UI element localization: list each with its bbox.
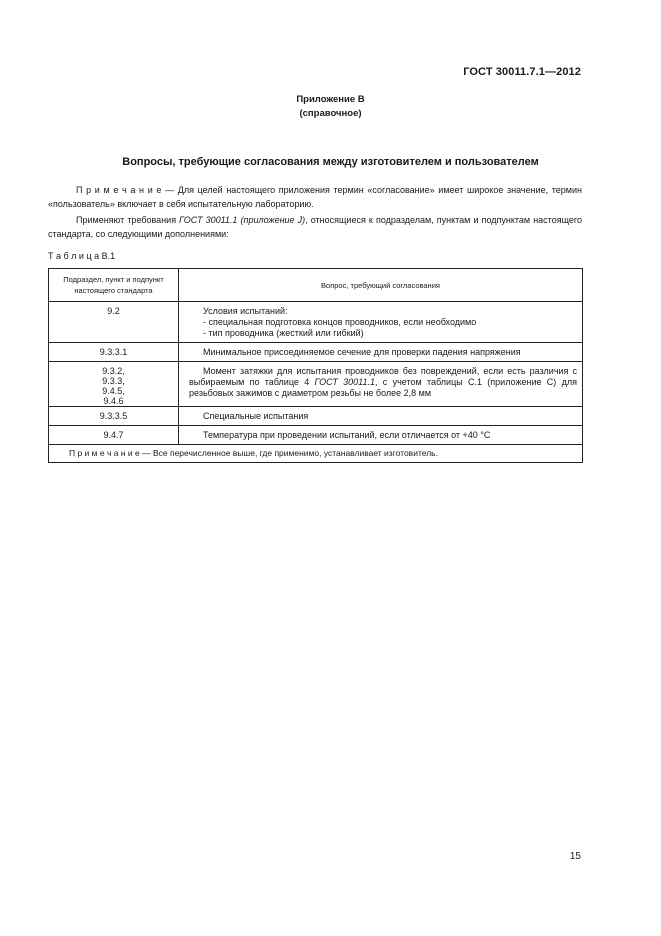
table-cell-clause: 9.3.3.5 [49,407,179,426]
table-cell-clause [49,362,179,407]
requirement-paragraph [48,213,582,241]
requirement-prefix: Применяют требования [76,215,180,225]
question-line: Минимальное присоединяемое сечение для проверки падения напряжения [203,347,521,357]
table-cell-question [179,426,583,445]
note-text: — Для целей настоящего приложения термин «согласование» имеет широкое значение, термин «пользователь» включает в себя испытательную лабораторию. [48,185,582,209]
question-line: - тип проводника (жесткий или гибкий) [203,328,364,338]
table-row [49,426,583,445]
question-text-suffix: , с учетом таблицы С.1 (приложение С) для резьбовых зажимов с диаметром резьбы не более 2,8 мм [189,377,577,398]
clause-line: 9.3.2, [102,366,125,376]
table-cell-question [179,362,583,407]
table-footnote-row [49,445,583,463]
question-line: Условия испытаний: [203,306,288,316]
table-footnote: П р и м е ч а н и е — Все перечисленное выше, где применимо, устанавливает изготовитель. [49,445,583,463]
table-row [49,302,583,343]
table-row [49,343,583,362]
question-text-prefix: Момент затяжки для испытания проводников без повреждений, если есть различия с выбираемым по таблице 4 [189,366,577,387]
question-line: Температура при проведении испытаний, если отличается от +40 °С [203,430,491,440]
appendix-label: Приложение В [296,94,365,105]
standard-code: ГОСТ 30011.7.1—2012 [463,66,581,78]
question-line: Специальные испытания [203,411,309,421]
table-row [49,407,583,426]
clause-line: 9.4.6 [103,396,124,406]
table-cell-clause: 9.3.3.1 [49,343,179,362]
table-cell-question [179,343,583,362]
table-row [49,362,583,407]
clause-line: 9.4.5, [102,386,125,396]
question-text-reference: ГОСТ 30011.1 [314,377,375,387]
note-paragraph [48,183,582,211]
table-header-clause: Подраздел, пункт и подпункт настоящего стандарта [49,269,179,302]
table-cell-question [179,407,583,426]
table-header-question: Вопрос, требующий согласования [179,269,583,302]
table-cell-clause: 9.2 [49,302,179,343]
question-line: - специальная подготовка концов проводников, если необходимо [203,317,477,327]
clause-line: 9.3.3, [102,376,125,386]
table-caption: Т а б л и ц а В.1 [48,251,116,261]
requirement-reference: ГОСТ 30011.1 (приложение J) [179,215,306,225]
note-label: П р и м е ч а н и е [76,185,162,195]
appendix-type: (справочное) [299,108,362,119]
table-cell-clause: 9.4.7 [49,426,179,445]
requirement-suffix: , относящиеся к подразделам, пунктам и подпунктам настоящего стандарта, со следующими дополнениями: [48,215,582,239]
requirements-table [48,268,583,463]
page-title: Вопросы, требующие согласования между изготовителем и пользователем [122,156,539,168]
table-cell-question [179,302,583,343]
page-number: 15 [569,851,581,862]
table-header-row [49,269,583,302]
